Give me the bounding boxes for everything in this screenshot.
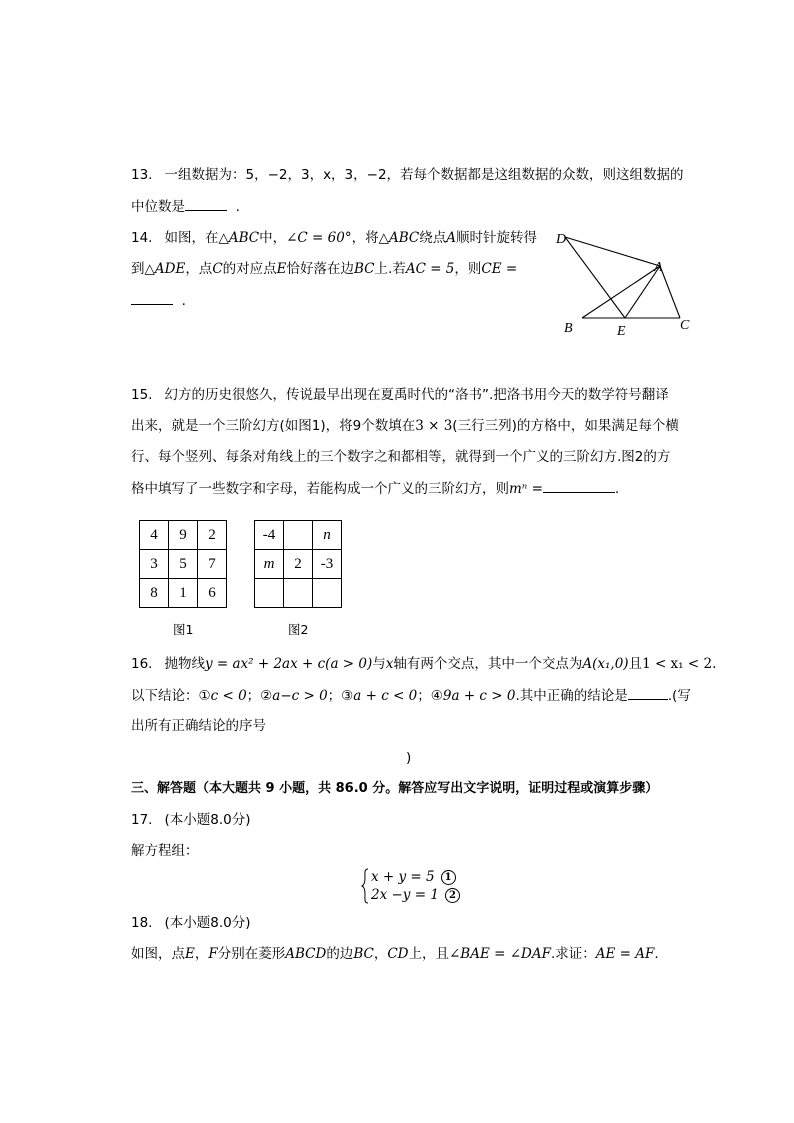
q14-line3: [131, 290, 186, 311]
math-range: 1 < x₁ < 2.: [642, 656, 717, 672]
math-segment: CD: [387, 946, 409, 962]
math-equation: CE =: [481, 261, 518, 277]
q16-text: 以下结论：①: [131, 688, 211, 704]
math-equation: AE = AF: [595, 946, 655, 962]
q16-text: ；④: [417, 688, 443, 704]
q18-period: .: [654, 946, 659, 962]
math-triangle: △ABC: [218, 230, 260, 246]
math-point: A(x₁,0): [582, 656, 629, 672]
q16-line2: [131, 685, 691, 706]
q17-instruction: 解方程组：: [131, 843, 199, 859]
math-parabola: y = ax² + 2ax + c(a > 0): [204, 656, 373, 672]
answer-blank[interactable]: [131, 290, 173, 305]
q13-line1: [131, 165, 684, 185]
grid2-cell: [284, 521, 313, 550]
q15-line2: [131, 416, 679, 436]
figure-2-caption: 图2: [288, 622, 309, 637]
q16-text: .其中正确的结论是: [515, 688, 628, 704]
equation-1: x + y = 5: [371, 869, 435, 885]
segment-de: [565, 237, 625, 318]
math-angle: ∠C = 60°: [286, 230, 352, 246]
q14-line2: [131, 259, 517, 279]
q16-text: ；③: [327, 688, 354, 704]
q18-text: 上，且: [408, 946, 449, 962]
q15-text: 出来，就是一个三阶幻方(如图1)，将9个数填在: [131, 418, 416, 434]
q13-text: 一组数据为：5，−2，3，x，3，−2，若每个数据都是这组数据的众数，则这组数据的: [164, 167, 684, 183]
grid2-cell: [284, 579, 313, 608]
q16-line3: [131, 716, 266, 736]
q14-text: ，将: [351, 230, 379, 246]
q18-text: ，: [373, 946, 388, 962]
q15-text: (三行三列)的方格中，如果满足每个横: [452, 418, 679, 434]
equation-system: [361, 868, 460, 904]
section-heading: 三、解答题（本大题共 9 小题，共 86.0 分。解答应写出文字说明，证明过程或演算步骤）: [131, 781, 659, 796]
q15-text: 格中填写了一些数字和字母，若能构成一个广义的三阶幻方，则: [131, 481, 509, 497]
q15-line1: [131, 385, 669, 405]
grid2-cell: 2: [284, 550, 313, 579]
math-point: A: [446, 230, 456, 246]
question-number: 18.: [131, 915, 153, 931]
answer-blank[interactable]: [628, 685, 668, 700]
left-brace-icon: [361, 868, 369, 904]
q14-text: ，点: [185, 261, 213, 277]
question-number: 13.: [131, 167, 153, 183]
grid2-cell: -4: [255, 521, 284, 550]
math-segment: BC: [353, 946, 374, 962]
points-label: (本小题8.0分): [164, 812, 251, 828]
math-point: F: [208, 946, 218, 962]
grid1-cell: 8: [140, 579, 169, 608]
grid2-cell: m: [255, 550, 284, 579]
math-expr: c < 0: [210, 688, 247, 704]
segment-ab: [582, 266, 660, 318]
points-label: (本小题8.0分): [164, 915, 251, 931]
equation-row-2: [371, 886, 460, 904]
triangle-rotation-figure: [553, 228, 703, 340]
grid1-cell: 7: [198, 550, 227, 579]
q15-text: 幻方的历史很悠久，传说最早出现在夏禹时代的“洛书”.把洛书用今天的数学符号翻译: [164, 387, 669, 403]
q14-text: 上.若: [374, 261, 406, 277]
grid1-cell: 6: [198, 579, 227, 608]
math-point: C: [212, 261, 223, 277]
math-equation: AC = 5: [405, 261, 455, 277]
grid2-cell: [255, 579, 284, 608]
q18-text: .求证：: [550, 946, 596, 962]
equation-2: 2x −y = 1: [371, 887, 439, 903]
grid1-cell: 9: [169, 521, 198, 550]
q16-close: ): [406, 750, 412, 766]
math-expression: 3 × 3: [415, 418, 453, 434]
math-segment: BC: [354, 261, 375, 277]
q16-text: 且: [628, 656, 643, 672]
grid1-cell: 1: [169, 579, 198, 608]
magic-square-figure-2: [254, 520, 342, 608]
grid1-cell: 4: [140, 521, 169, 550]
q14-text: 到: [131, 261, 145, 277]
q15-text: 行、每个竖列、每条对角线上的三个数字之和都相等，就得到一个广义的三阶幻方.图2的方: [131, 449, 671, 465]
q14-text: 如图，在: [164, 230, 219, 246]
circled-number: 2: [445, 888, 460, 903]
magic-square-figure-1: [139, 520, 227, 608]
segment-ac: [660, 266, 680, 318]
q14-text: 的对应点: [222, 261, 277, 277]
label-c: C: [680, 318, 690, 333]
question-number: 16.: [131, 656, 153, 672]
q18-line1: [131, 913, 251, 933]
math-expr: a−c > 0: [272, 688, 328, 704]
circled-number: 1: [441, 870, 456, 885]
q14-text: 恰好落在边: [286, 261, 355, 277]
q16-text: ；②: [246, 688, 273, 704]
equation-row-1: [371, 868, 460, 886]
math-point: E: [185, 946, 195, 962]
q17-line1: [131, 810, 251, 830]
label-a: A: [654, 260, 663, 275]
q16-line1: [131, 654, 716, 674]
math-shape: ABCD: [285, 946, 327, 962]
q18-text: 的边: [326, 946, 354, 962]
segment-da: [565, 237, 660, 266]
q18-text: 如图，点: [131, 946, 185, 962]
q18-line2: [131, 944, 659, 964]
q13-text-2: 中位数是: [131, 199, 185, 215]
q18-text: ，: [194, 946, 209, 962]
grid1-cell: 5: [169, 550, 198, 579]
question-number: 17.: [131, 812, 153, 828]
q15-line4: [131, 478, 619, 499]
q14-period: .: [181, 293, 186, 309]
grid2-cell: n: [313, 521, 342, 550]
math-var: x: [385, 656, 394, 672]
q15-period: .: [614, 481, 620, 497]
q14-text: 绕点: [419, 230, 447, 246]
question-number: 14.: [131, 230, 153, 246]
q16-text: 抛物线: [164, 656, 205, 672]
q16-text: 轴有两个交点，其中一个交点为: [393, 656, 583, 672]
q13-period: .: [235, 199, 240, 215]
math-point: E: [276, 261, 287, 277]
q14-text: ，则: [454, 261, 482, 277]
q15-line3: [131, 447, 670, 467]
math-expr: 9a + c > 0: [442, 688, 516, 704]
question-number: 15.: [131, 387, 153, 403]
figure-1-caption: 图1: [173, 622, 194, 637]
q16-text: 出所有正确结论的序号: [131, 718, 266, 734]
answer-blank[interactable]: [185, 196, 227, 211]
math-triangle: △ABC: [378, 230, 420, 246]
q14-text: 中，: [259, 230, 287, 246]
answer-blank[interactable]: [543, 478, 615, 493]
math-angle: ∠BAE = ∠DAF: [448, 946, 551, 962]
math-triangle: △ADE: [144, 261, 186, 277]
q18-text: 分别在菱形: [217, 946, 286, 962]
math-expr: a + c < 0: [353, 688, 418, 704]
label-b: B: [564, 321, 573, 336]
grid2-cell: -3: [313, 550, 342, 579]
math-expression: mⁿ =: [509, 481, 543, 497]
grid1-cell: 2: [198, 521, 227, 550]
q13-line2: [131, 196, 240, 217]
label-d: D: [556, 232, 567, 247]
label-e: E: [617, 324, 626, 339]
q16-text: .(写: [667, 688, 691, 704]
grid1-cell: 3: [140, 550, 169, 579]
q14-line1: [131, 228, 537, 248]
q14-text: 顺时针旋转得: [455, 230, 537, 246]
q16-text: 与: [372, 656, 386, 672]
grid2-cell: [313, 579, 342, 608]
